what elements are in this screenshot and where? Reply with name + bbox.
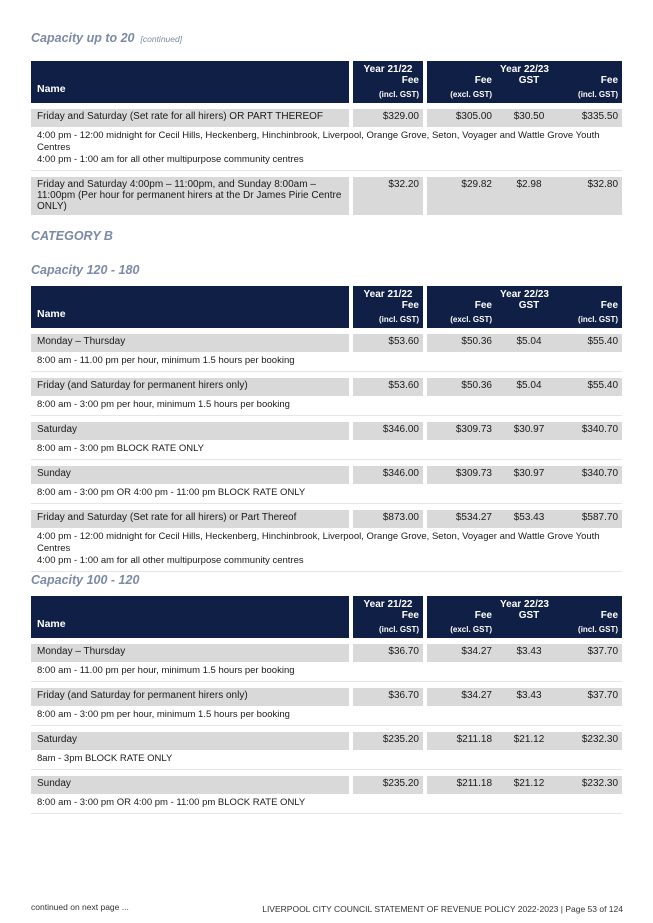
- row-description: 4:00 pm - 12:00 midnight for Cecil Hills, Heckenberg, Hinchinbrook, Liverpool, Orange Grove, Seton, Voyager and Wattle Grove Youth Centres 4:00 pm - 1:00 am for all other multipurpose community centres: [31, 528, 622, 572]
- row-fee-incl: $32.80: [562, 177, 622, 215]
- row-fee-2122: $53.60: [353, 334, 423, 352]
- category-heading: CATEGORY B: [31, 229, 113, 243]
- table-header-years: [31, 596, 622, 610]
- table-row: [31, 334, 622, 352]
- row-fee-excl: $34.27: [427, 644, 496, 662]
- fee-excl-gst-header: Fee (excl. GST): [427, 610, 496, 638]
- row-name: Friday and Saturday (Set rate for all hirers) OR PART THEREOF: [31, 109, 349, 127]
- row-name: Friday (and Saturday for permanent hirers only): [31, 688, 349, 706]
- fee-incl-gst-header: Fee (incl. GST): [353, 75, 423, 103]
- year-21-22-header: Year 21/22: [353, 596, 423, 610]
- row-description: 8:00 am - 11.00 pm per hour, minimum 1.5 hours per booking: [31, 662, 622, 682]
- row-gst: $30.97: [496, 422, 562, 440]
- table-header-columns: [31, 610, 622, 638]
- fee-table-capacity-up-to-20: [31, 61, 622, 215]
- row-name: Sunday: [31, 466, 349, 484]
- gst-header: GST: [496, 300, 562, 328]
- row-fee-2122: $53.60: [353, 378, 423, 396]
- row-description: 8am - 3pm BLOCK RATE ONLY: [31, 750, 622, 770]
- row-fee-2122: $873.00: [353, 510, 423, 528]
- row-description: 8:00 am - 3:00 pm OR 4:00 pm - 11:00 pm BLOCK RATE ONLY: [31, 794, 622, 814]
- row-fee-incl: $37.70: [562, 688, 622, 706]
- row-gst: $21.12: [496, 776, 562, 794]
- row-fee-incl: $37.70: [562, 644, 622, 662]
- footer-continued: continued on next page ...: [31, 902, 129, 912]
- row-fee-2122: $346.00: [353, 422, 423, 440]
- row-fee-incl: $340.70: [562, 466, 622, 484]
- row-fee-2122: $36.70: [353, 688, 423, 706]
- section-heading-capacity-120-180: Capacity 120 - 180: [31, 263, 140, 277]
- fee-incl-gst-header: Fee (incl. GST): [353, 300, 423, 328]
- fee-incl-gst-2223-header: Fee (incl. GST): [562, 75, 622, 103]
- row-name: Sunday: [31, 776, 349, 794]
- fee-excl-gst-header: Fee (excl. GST): [427, 300, 496, 328]
- section-heading-capacity-100-120: Capacity 100 - 120: [31, 573, 140, 587]
- row-description: 8:00 am - 3:00 pm BLOCK RATE ONLY: [31, 440, 622, 460]
- table-header-years: [31, 286, 622, 300]
- row-fee-excl: $309.73: [427, 466, 496, 484]
- row-fee-incl: $232.30: [562, 776, 622, 794]
- row-fee-incl: $232.30: [562, 732, 622, 750]
- section-heading-capacity-up-to-20: [31, 31, 182, 45]
- year-21-22-header: Year 21/22: [353, 61, 423, 75]
- row-fee-2122: $32.20: [353, 177, 423, 215]
- year-22-23-header: Year 22/23: [427, 286, 622, 300]
- row-fee-excl: $534.27: [427, 510, 496, 528]
- row-fee-excl: $50.36: [427, 378, 496, 396]
- year-22-23-header: Year 22/23: [427, 596, 622, 610]
- row-description: 4:00 pm - 12:00 midnight for Cecil Hills, Heckenberg, Hinchinbrook, Liverpool, Orange Grove, Seton, Voyager and Wattle Grove Youth Centres 4:00 pm - 1:00 am for all other multipurpose community centres: [31, 127, 622, 171]
- row-fee-excl: $34.27: [427, 688, 496, 706]
- table-header-columns: [31, 75, 622, 103]
- row-gst: $3.43: [496, 644, 562, 662]
- table-header-columns: [31, 300, 622, 328]
- table-row: [31, 177, 622, 215]
- name-column-header: Name: [31, 75, 349, 103]
- table-row: [31, 378, 622, 396]
- row-name: Friday and Saturday 4:00pm – 11:00pm, and Sunday 8:00am – 11:00pm (Per hour for permanent hirers at the Dr James Pirie Centre ONLY): [31, 177, 349, 215]
- row-fee-excl: $211.18: [427, 776, 496, 794]
- fee-excl-gst-header: Fee (excl. GST): [427, 75, 496, 103]
- table-header-years: [31, 61, 622, 75]
- row-fee-2122: $36.70: [353, 644, 423, 662]
- gst-header: GST: [496, 610, 562, 638]
- row-fee-excl: $50.36: [427, 334, 496, 352]
- name-column-header: Name: [31, 300, 349, 328]
- row-fee-2122: $235.20: [353, 776, 423, 794]
- row-name: Saturday: [31, 422, 349, 440]
- row-fee-2122: $346.00: [353, 466, 423, 484]
- table-row: [31, 109, 622, 127]
- gst-header: GST: [496, 75, 562, 103]
- row-fee-2122: $235.20: [353, 732, 423, 750]
- row-description: 8:00 am - 11.00 pm per hour, minimum 1.5 hours per booking: [31, 352, 622, 372]
- table-row: [31, 422, 622, 440]
- fee-incl-gst-header: Fee (incl. GST): [353, 610, 423, 638]
- row-name: Friday and Saturday (Set rate for all hirers) or Part Thereof: [31, 510, 349, 528]
- row-fee-excl: $29.82: [427, 177, 496, 215]
- heading-text: Capacity up to 20: [31, 31, 135, 45]
- row-gst: $2.98: [496, 177, 562, 215]
- table-row: [31, 644, 622, 662]
- continued-label: [continued]: [140, 34, 183, 44]
- row-fee-2122: $329.00: [353, 109, 423, 127]
- row-gst: $3.43: [496, 688, 562, 706]
- row-description: 8:00 am - 3:00 pm per hour, minimum 1.5 hours per booking: [31, 706, 622, 726]
- row-gst: $5.04: [496, 334, 562, 352]
- row-name: Friday (and Saturday for permanent hirers only): [31, 378, 349, 396]
- row-fee-incl: $587.70: [562, 510, 622, 528]
- name-column-header: Name: [31, 610, 349, 638]
- footer-page-info: LIVERPOOL CITY COUNCIL STATEMENT OF REVENUE POLICY 2022-2023 | Page 53 of 124: [262, 904, 623, 914]
- row-name: Monday – Thursday: [31, 334, 349, 352]
- fee-table-capacity-120-180: [31, 286, 622, 572]
- row-gst: $30.97: [496, 466, 562, 484]
- row-name: Monday – Thursday: [31, 644, 349, 662]
- fee-table-capacity-100-120: [31, 596, 622, 814]
- table-row: [31, 776, 622, 794]
- table-row: [31, 466, 622, 484]
- row-description: 8:00 am - 3:00 pm OR 4:00 pm - 11:00 pm BLOCK RATE ONLY: [31, 484, 622, 504]
- table-row: [31, 510, 622, 528]
- row-fee-excl: $211.18: [427, 732, 496, 750]
- row-gst: $21.12: [496, 732, 562, 750]
- table-row: [31, 732, 622, 750]
- row-gst: $5.04: [496, 378, 562, 396]
- row-gst: $53.43: [496, 510, 562, 528]
- row-fee-incl: $55.40: [562, 378, 622, 396]
- year-21-22-header: Year 21/22: [353, 286, 423, 300]
- row-description: 8:00 am - 3:00 pm per hour, minimum 1.5 hours per booking: [31, 396, 622, 416]
- row-fee-excl: $309.73: [427, 422, 496, 440]
- row-fee-incl: $340.70: [562, 422, 622, 440]
- fee-incl-gst-2223-header: Fee (incl. GST): [562, 610, 622, 638]
- row-fee-excl: $305.00: [427, 109, 496, 127]
- table-row: [31, 688, 622, 706]
- fee-incl-gst-2223-header: Fee (incl. GST): [562, 300, 622, 328]
- row-fee-incl: $335.50: [562, 109, 622, 127]
- row-fee-incl: $55.40: [562, 334, 622, 352]
- row-name: Saturday: [31, 732, 349, 750]
- row-gst: $30.50: [496, 109, 562, 127]
- year-22-23-header: Year 22/23: [427, 61, 622, 75]
